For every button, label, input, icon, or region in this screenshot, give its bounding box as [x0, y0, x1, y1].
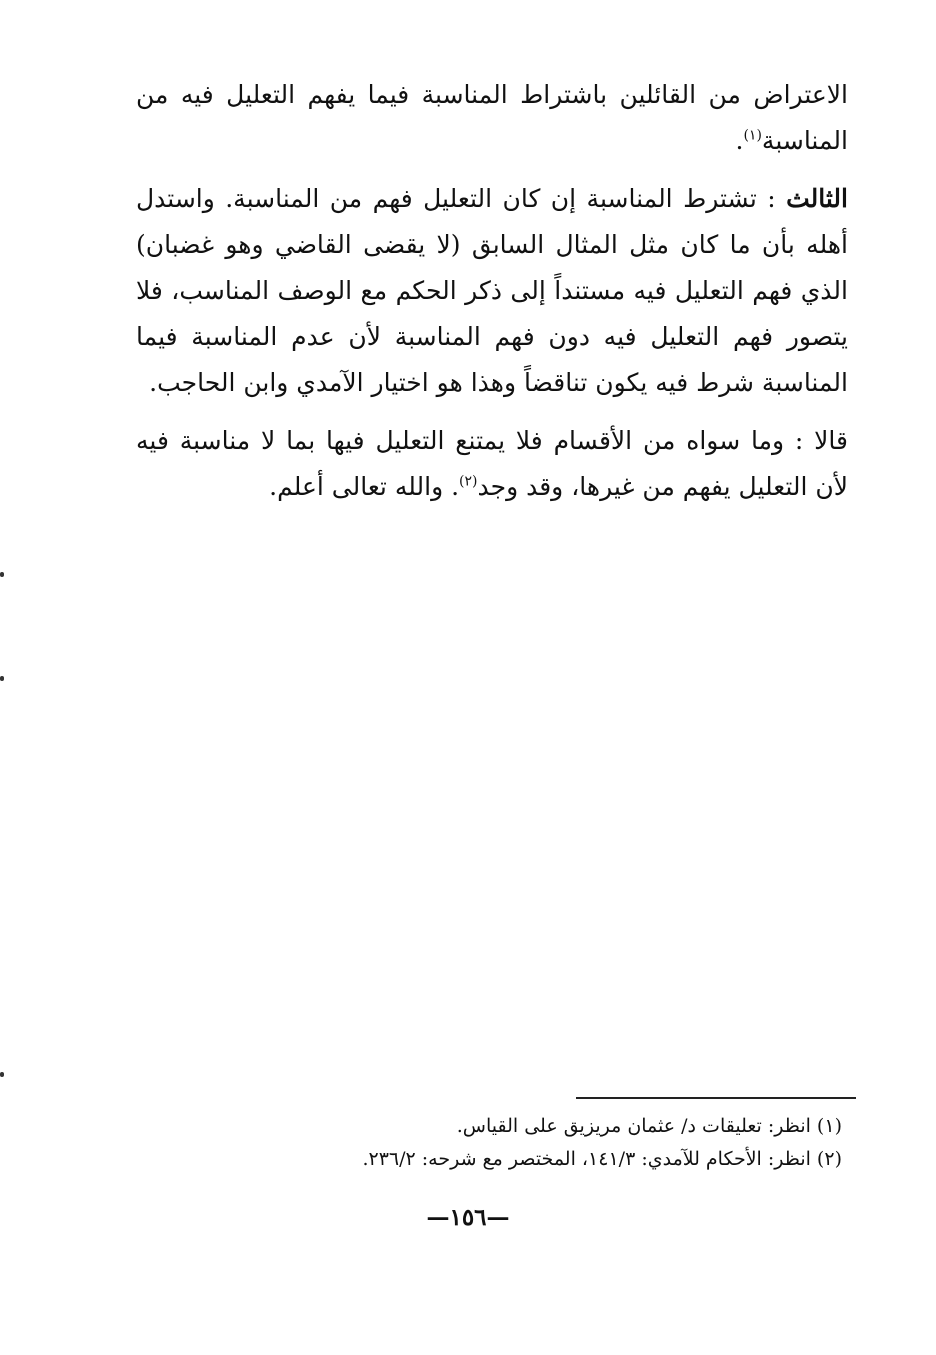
paragraph-2-heading: الثالث	[786, 184, 848, 213]
footnote-ref-1[interactable]: (١)	[743, 127, 762, 144]
paragraph-1	[136, 72, 848, 164]
main-text	[136, 72, 848, 522]
paragraph-2	[136, 176, 848, 406]
footnote-2: (٢) انظر: الأحكام للآمدي: ١٤١/٣، المختصر مع شرحه: ٢٣٦/٢.	[362, 1148, 842, 1170]
paragraph-3-text: قالا : وما سواه من الأقسام فلا يمتنع التعليل فيها بما لا مناسبة فيه لأن التعليل يفهم من غيرها، وقد وجد	[136, 426, 848, 501]
scan-edge-mark	[0, 572, 4, 577]
paragraph-1-text: الاعتراض من القائلين باشتراط المناسبة فيما يفهم التعليل فيه من المناسبة	[136, 80, 848, 155]
scan-edge-mark	[0, 1072, 4, 1077]
footnote-ref-2[interactable]: (٢)	[459, 473, 478, 490]
page-number: —١٥٦—	[426, 1204, 510, 1231]
paragraph-2-text: : تشترط المناسبة إن كان التعليل فهم من المناسبة. واستدل أهله بأن ما كان مثل المثال السابق (لا يقضى القاضي وهو غضبان) الذي فهم التعليل فيه مستنداً إلى ذكر الحكم مع الوصف المناسب، فلا يتصور فهم التعليل فيه دون فهم المناسبة لأن عدم المناسبة فيما المناسبة شرط فيه يكون تناقضاً وهذا هو اختيار الآمدي وابن الحاجب.	[136, 184, 848, 397]
scan-edge-mark	[0, 676, 4, 681]
footnote-1: (١) انظر: تعليقات د/ عثمان مريزيق على القياس.	[456, 1115, 842, 1137]
paragraph-3	[136, 418, 848, 510]
footnote-divider	[576, 1097, 856, 1099]
paragraph-3-end: . والله تعالى أعلم.	[269, 472, 460, 501]
footnotes	[162, 1110, 842, 1176]
paragraph-1-end: .	[735, 126, 744, 155]
